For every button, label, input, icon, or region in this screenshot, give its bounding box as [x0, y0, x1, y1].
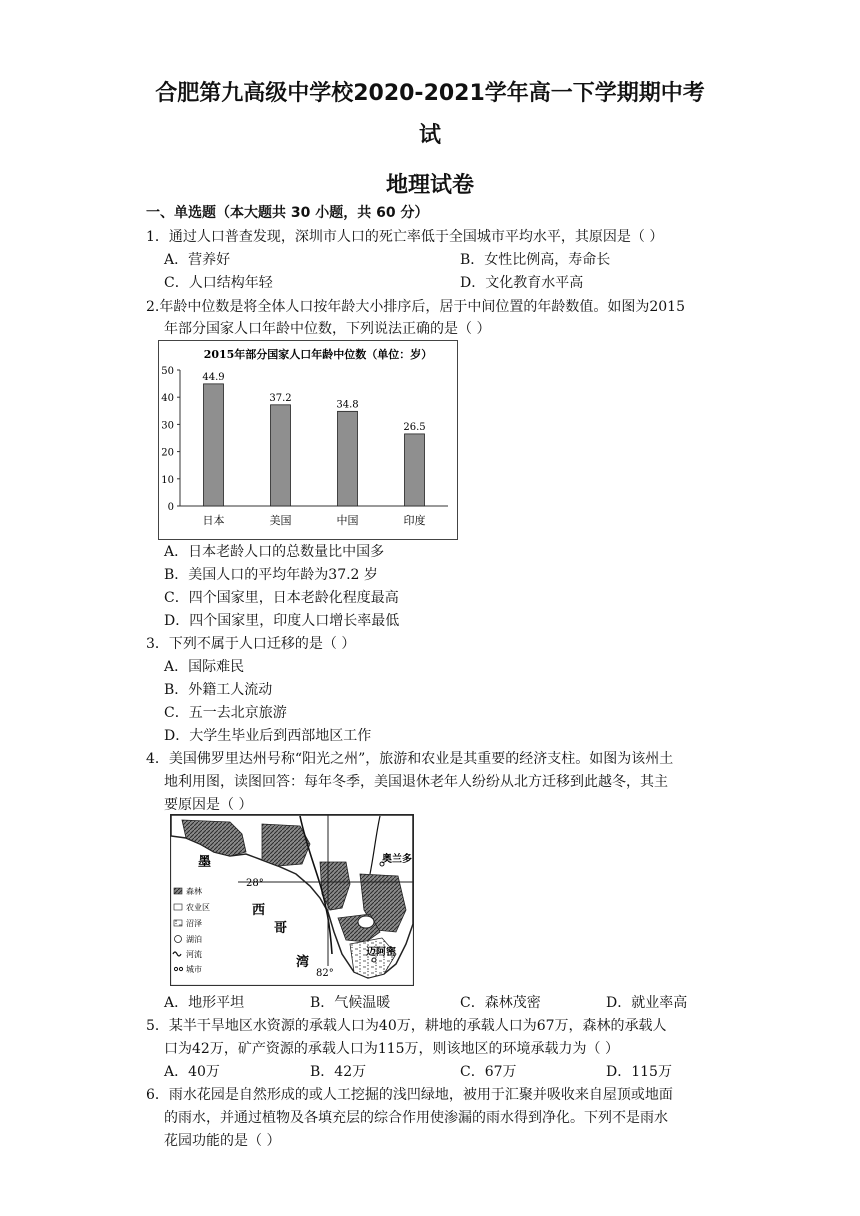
q2-option-b: B．美国人口的平均年龄为37.2 岁: [164, 567, 378, 583]
miami-city-marker: [372, 958, 376, 962]
median-age-bar-chart: [158, 340, 458, 540]
chart-value-label: 37.2: [269, 392, 292, 404]
chart-value-label: 26.5: [403, 421, 426, 433]
q1-option-a: A．营养好: [164, 252, 231, 268]
chart-category-label: 日本: [202, 514, 225, 527]
q4-option-b: B．气候温暖: [310, 995, 391, 1011]
legend-farmland-swatch: [174, 904, 182, 910]
legend-lake-icon: [175, 936, 182, 943]
q3-option-c: C．五一去北京旅游: [164, 705, 287, 721]
question-6-stem-line1: 6．雨水花园是自然形成的或人工挖掘的浅凹绿地，被用于汇聚并吸收来自屋顶或地面: [146, 1087, 673, 1103]
legend-forest-swatch: [174, 888, 182, 894]
chart-y-tick-label: 50: [161, 366, 174, 377]
chart-value-label: 34.8: [336, 399, 359, 411]
question-2-stem-line1: 2.年龄中位数是将全体人口按年龄大小排序后，居于中间位置的年龄数值。如图为2015: [146, 299, 685, 315]
q3-option-b: B．外籍工人流动: [164, 682, 273, 698]
question-6-stem-line3: 花园功能的是（ ）: [164, 1133, 281, 1149]
chart-y-tick-label: 0: [167, 502, 174, 513]
exam-title-line1: 合肥第九高级中学校2020-2021学年高一下学期期中考: [155, 81, 705, 106]
gulf-label-2: 西: [252, 903, 266, 918]
q5-option-b: B．42万: [310, 1064, 367, 1080]
longitude-label: 82°: [316, 968, 334, 979]
chart-category-label: 印度: [403, 514, 426, 527]
q2-option-c: C．四个国家里，日本老龄化程度最高: [164, 590, 399, 606]
legend-city-label: 城市: [186, 965, 202, 974]
q5-option-c: C．67万: [460, 1064, 517, 1080]
chart-category-label: 中国: [336, 514, 359, 527]
legend-forest-label: 森林: [186, 887, 202, 896]
chart-y-tick-label: 20: [161, 447, 174, 459]
miami-label: 迈阿密: [366, 947, 396, 958]
chart-value-label: 44.9: [202, 371, 225, 383]
question-6-stem-line2: 的雨水，并通过植物及各填充层的综合作用使渗漏的雨水得到净化。下列不是雨水: [164, 1110, 668, 1126]
section-heading: 一、单选题（本大题共 30 小题，共 60 分）: [146, 205, 429, 221]
legend-city-icon-2: [179, 967, 182, 970]
question-2-stem-line2: 年部分国家人口年龄中位数，下列说法正确的是（ ）: [164, 321, 491, 337]
orlando-label: 奥兰多: [382, 854, 412, 865]
question-5-stem-line2: 口为42万，矿产资源的承载人口为115万，则该地区的环境承载力为（ ）: [164, 1041, 619, 1057]
chart-y-tick-label: 30: [161, 420, 174, 432]
q2-option-d: D．四个国家里，印度人口增长率最低: [164, 613, 400, 629]
florida-land-use-map: [170, 814, 414, 986]
q2-option-a: A．日本老龄人口的总数量比中国多: [164, 544, 385, 560]
legend-river-label: 河流: [186, 950, 202, 959]
gulf-label-3: 哥: [274, 921, 288, 936]
chart-category-label: 美国: [269, 514, 292, 527]
question-1-stem: 1．通过人口普查发现，深圳市人口的死亡率低于全国城市平均水平，其原因是（ ）: [146, 229, 664, 245]
question-4-stem-line3: 要原因是（ ）: [164, 797, 253, 813]
q3-option-d: D．大学生毕业后到西部地区工作: [164, 728, 372, 744]
chart-bar: [204, 384, 224, 506]
q1-option-b: B．女性比例高，寿命长: [460, 252, 611, 268]
legend-swamp-swatch: [174, 920, 182, 926]
q1-option-d: D．文化教育水平高: [460, 275, 584, 291]
legend-swamp-label: 沼泽: [186, 919, 202, 928]
gulf-label-4: 湾: [296, 955, 310, 970]
question-5-stem-line1: 5．某半干旱地区水资源的承载人口为40万，耕地的承载人口为67万，森林的承载人: [146, 1018, 667, 1034]
q4-option-a: A．地形平坦: [164, 995, 245, 1011]
q3-option-a: A．国际难民: [164, 659, 245, 675]
latitude-label: 28°: [246, 878, 264, 889]
exam-title-line2: 试: [418, 123, 441, 148]
q4-option-d: D．就业率高: [606, 995, 688, 1011]
q1-option-c: C．人口结构年轻: [164, 275, 273, 291]
chart-y-tick-label: 40: [161, 393, 174, 405]
lake: [358, 916, 374, 928]
chart-y-tick-label: 10: [161, 474, 174, 486]
chart-title: 2015年部分国家人口年龄中位数（单位：岁）: [203, 348, 433, 361]
legend-lake-label: 湖泊: [186, 935, 202, 944]
chart-bar: [405, 434, 425, 506]
chart-bar: [338, 411, 358, 506]
q5-option-a: A．40万: [164, 1064, 220, 1080]
question-3-stem: 3．下列不属于人口迁移的是（ ）: [146, 636, 356, 652]
gulf-label-1: 墨: [198, 855, 212, 870]
question-4-stem-line1: 4．美国佛罗里达州号称“阳光之州”，旅游和农业是其重要的经济支柱。如图为该州土: [146, 751, 674, 767]
exam-subtitle: 地理试卷: [385, 173, 474, 198]
legend-city-icon: [174, 967, 177, 970]
question-4-stem-line2: 地利用图，读图回答：每年冬季，美国退休老年人纷纷从北方迁移到此越冬，其主: [164, 774, 668, 790]
q5-option-d: D．115万: [606, 1064, 672, 1080]
legend-farmland-label: 农业区: [186, 903, 210, 912]
q4-option-c: C．森林茂密: [460, 995, 541, 1011]
chart-bar: [271, 405, 291, 506]
